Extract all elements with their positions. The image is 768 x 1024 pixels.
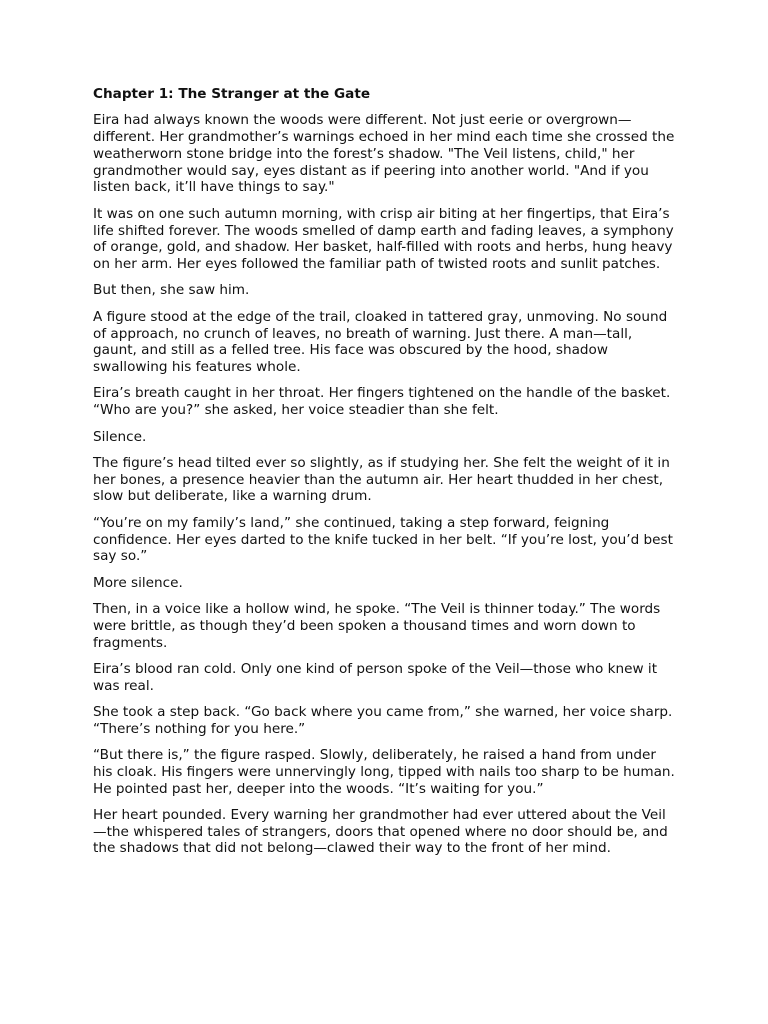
paragraph-13: “But there is,” the figure rasped. Slowly, deliberately, he raised a hand from under his cloak. His fingers were unnervingly long, tipped with nails too sharp to be human. He pointed past her, deeper into the woods. “It’s waiting for you.”: [93, 747, 675, 797]
paragraph-1: Eira had always known the woods were different. Not just eerie or overgrown—different. Her grandmother’s warnings echoed in her mind each time she crossed the weatherworn stone bridge into the forest’s shadow. "The Veil listens, child," her grandmother would say, eyes distant as if peering into another world. "And if you listen back, it’ll have things to say.": [93, 112, 675, 196]
paragraph-10: Then, in a voice like a hollow wind, he spoke. “The Veil is thinner today.” The words were brittle, as though they’d been spoken a thousand times and worn down to fragments.: [93, 600, 661, 651]
paragraph-5: Eira’s breath caught in her throat. Her fingers tightened on the handle of the basket. “Who are you?” she asked, her voice steadier than she felt.: [93, 385, 671, 419]
paragraph-4: A figure stood at the edge of the trail, cloaked in tattered gray, unmoving. No sound of approach, no crunch of leaves, no breath of warning. Just there. A man—tall, gaunt, and still as a felled tree. His face was obscured by the hood, shadow swallowing his features whole.: [93, 308, 668, 376]
paragraph-14: Her heart pounded. Every warning her grandmother had ever uttered about the Veil—the whispered tales of strangers, doors that opened where no door should be, and the shadows that did not belong—clawed their way to the front of her mind.: [93, 806, 668, 857]
document-page: [93, 86, 678, 867]
paragraph-6: Silence.: [93, 428, 147, 445]
paragraph-8: “You’re on my family’s land,” she continued, taking a step forward, feigning confidence. Her eyes darted to the knife tucked in her belt. “If you’re lost, you’d best say so.”: [93, 514, 673, 565]
paragraph-7: The figure’s head tilted ever so slightly, as if studying her. She felt the weight of it in her bones, a presence heavier than the autumn air. Her heart thudded in her chest, slow but deliberate, like a warning drum.: [93, 454, 670, 505]
chapter-title: Chapter 1: The Stranger at the Gate: [93, 86, 371, 102]
paragraph-3: But then, she saw him.: [93, 282, 250, 299]
paragraph-12: She took a step back. “Go back where you came from,” she warned, her voice sharp. “There’s nothing for you here.”: [93, 703, 673, 737]
paragraph-11: Eira’s blood ran cold. Only one kind of person spoke of the Veil—those who knew it was real.: [93, 660, 658, 694]
paragraph-9: More silence.: [93, 574, 183, 591]
paragraph-2: It was on one such autumn morning, with crisp air biting at her fingertips, that Eira’s life shifted forever. The woods smelled of damp earth and fading leaves, a symphony of orange, gold, and shadow. Her basket, half-filled with roots and herbs, hung heavy on her arm. Her eyes followed the familiar path of twisted roots and sunlit patches.: [93, 205, 674, 273]
